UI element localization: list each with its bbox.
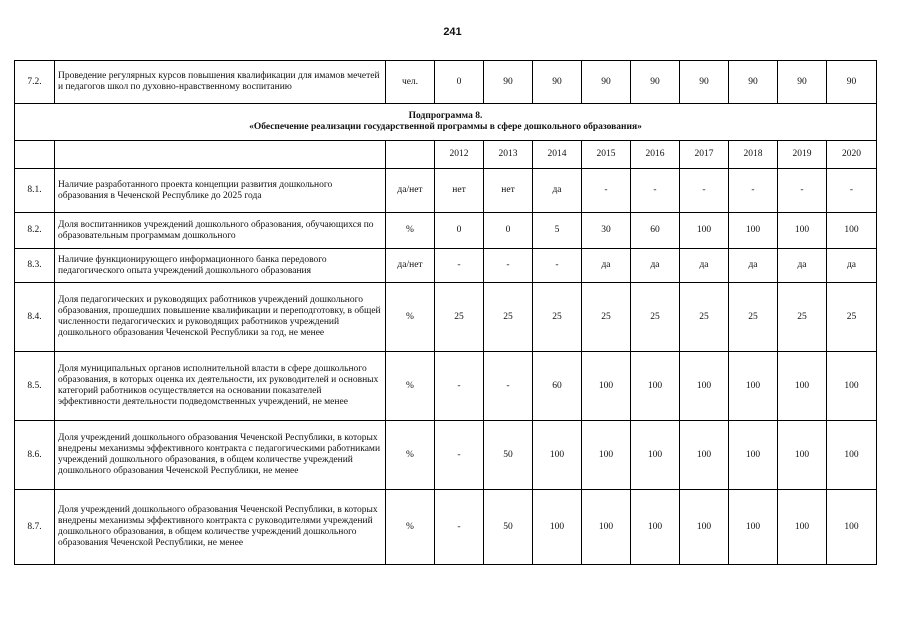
year-header: 2013	[484, 141, 533, 169]
value-cell: -	[827, 169, 877, 213]
unit-cell: %	[386, 352, 435, 421]
value-cell: 100	[729, 352, 778, 421]
value-cell: 100	[827, 213, 877, 249]
value-cell: 100	[533, 421, 582, 490]
value-cell: 25	[435, 283, 484, 352]
value-cell: да	[778, 249, 827, 283]
value-cell: 25	[729, 283, 778, 352]
unit-cell: %	[386, 421, 435, 490]
row-number: 8.6.	[15, 421, 55, 490]
value-cell: 100	[827, 352, 877, 421]
value-cell: 90	[778, 61, 827, 104]
page-number: 241	[443, 26, 462, 38]
value-cell: да	[827, 249, 877, 283]
empty-cell	[55, 141, 386, 169]
year-header: 2020	[827, 141, 877, 169]
unit-cell: да/нет	[386, 249, 435, 283]
value-cell: 100	[680, 490, 729, 565]
indicator-description: Доля воспитанников учреждений дошкольного образования, обучающихся по образовательным программам дошкольного	[55, 213, 386, 249]
year-header: 2017	[680, 141, 729, 169]
table-row	[15, 490, 877, 565]
value-cell: нет	[484, 169, 533, 213]
row-number: 8.1.	[15, 169, 55, 213]
row-number: 8.4.	[15, 283, 55, 352]
value-cell: 90	[484, 61, 533, 104]
value-cell: 100	[778, 421, 827, 490]
value-cell: 100	[778, 490, 827, 565]
row-number: 8.2.	[15, 213, 55, 249]
indicator-description: Доля учреждений дошкольного образования Чеченской Республики, в которых внедрены механизмы эффективного контракта с руководителями учреждений дошкольного образования, в общем количестве учреждений дошкольного образования Чеченской Республики, не менее	[55, 490, 386, 565]
value-cell: 100	[582, 421, 631, 490]
value-cell: 90	[582, 61, 631, 104]
value-cell: 100	[827, 421, 877, 490]
value-cell: 100	[582, 352, 631, 421]
value-cell: 100	[680, 352, 729, 421]
table-row	[15, 213, 877, 249]
value-cell: да	[631, 249, 680, 283]
value-cell: да	[729, 249, 778, 283]
unit-cell: да/нет	[386, 169, 435, 213]
table-row	[15, 352, 877, 421]
value-cell: 100	[631, 352, 680, 421]
indicator-description: Доля педагогических и руководящих работников учреждений дошкольного образования, прошедших повышение квалификации и переподготовку, в общей численности педагогических и руководящих работников учреждений дошкольного образования Чеченской Республики за год, не менее	[55, 283, 386, 352]
row-number: 8.3.	[15, 249, 55, 283]
row-number: 8.7.	[15, 490, 55, 565]
value-cell: нет	[435, 169, 484, 213]
value-cell: 100	[827, 490, 877, 565]
value-cell: 25	[631, 283, 680, 352]
value-cell: -	[533, 249, 582, 283]
subprogram-title: Подпрограмма 8.	[408, 111, 483, 121]
value-cell: 90	[827, 61, 877, 104]
value-cell: -	[631, 169, 680, 213]
value-cell: 0	[484, 213, 533, 249]
indicator-description: Доля муниципальных органов исполнительной власти в сфере дошкольного образования, в которых оценка их деятельности, их руководителей и основных категорий работников осуществляется на основании показателей эффективности деятельности подведомственных учреждений, не менее	[55, 352, 386, 421]
value-cell: -	[435, 421, 484, 490]
value-cell: 100	[680, 421, 729, 490]
indicators-table	[14, 60, 877, 565]
indicator-description: Проведение регулярных курсов повышения квалификации для имамов мечетей и педагогов школ по духовно-нравственному воспитанию	[55, 61, 386, 104]
value-cell: -	[484, 352, 533, 421]
value-cell: 100	[533, 490, 582, 565]
table-row	[15, 61, 877, 104]
value-cell: 90	[631, 61, 680, 104]
year-header: 2016	[631, 141, 680, 169]
value-cell: 25	[778, 283, 827, 352]
unit-cell: %	[386, 490, 435, 565]
subprogram-subtitle: «Обеспечение реализации государственной программы в сфере дошкольного образования»	[249, 122, 642, 132]
value-cell: -	[435, 490, 484, 565]
value-cell: 100	[778, 213, 827, 249]
year-header: 2018	[729, 141, 778, 169]
subprogram-title-cell	[15, 104, 877, 141]
value-cell: 90	[533, 61, 582, 104]
empty-cell	[386, 141, 435, 169]
value-cell: -	[435, 249, 484, 283]
value-cell: 100	[729, 421, 778, 490]
value-cell: 60	[533, 352, 582, 421]
value-cell: 5	[533, 213, 582, 249]
value-cell: -	[484, 249, 533, 283]
value-cell: 100	[631, 421, 680, 490]
value-cell: 100	[729, 213, 778, 249]
value-cell: 90	[729, 61, 778, 104]
subprogram-header-row	[15, 104, 877, 141]
year-header: 2015	[582, 141, 631, 169]
value-cell: да	[680, 249, 729, 283]
value-cell: 25	[827, 283, 877, 352]
value-cell: 50	[484, 490, 533, 565]
value-cell: 90	[680, 61, 729, 104]
value-cell: 25	[484, 283, 533, 352]
indicator-description: Доля учреждений дошкольного образования Чеченской Республики, в которых внедрены механизмы эффективного контракта с педагогическими работниками учреждений дошкольного образования, в общем количестве учреждений дошкольного образования Чеченской Республики, не менее	[55, 421, 386, 490]
value-cell: 100	[778, 352, 827, 421]
value-cell: 30	[582, 213, 631, 249]
value-cell: 0	[435, 61, 484, 104]
value-cell: 25	[533, 283, 582, 352]
indicator-description: Наличие разработанного проекта концепции развития дошкольного образования в Чеченской Республике до 2025 года	[55, 169, 386, 213]
value-cell: 25	[680, 283, 729, 352]
value-cell: да	[533, 169, 582, 213]
value-cell: 100	[582, 490, 631, 565]
years-header-row	[15, 141, 877, 169]
row-number: 7.2.	[15, 61, 55, 104]
value-cell: -	[778, 169, 827, 213]
value-cell: 100	[729, 490, 778, 565]
value-cell: -	[582, 169, 631, 213]
table-row	[15, 283, 877, 352]
value-cell: 0	[435, 213, 484, 249]
value-cell: 60	[631, 213, 680, 249]
value-cell: -	[435, 352, 484, 421]
row-number: 8.5.	[15, 352, 55, 421]
table-row	[15, 249, 877, 283]
value-cell: 50	[484, 421, 533, 490]
table-row	[15, 421, 877, 490]
table-row	[15, 169, 877, 213]
value-cell: 25	[582, 283, 631, 352]
unit-cell: %	[386, 283, 435, 352]
unit-cell: %	[386, 213, 435, 249]
value-cell: -	[729, 169, 778, 213]
unit-cell: чел.	[386, 61, 435, 104]
empty-cell	[15, 141, 55, 169]
value-cell: 100	[680, 213, 729, 249]
value-cell: да	[582, 249, 631, 283]
year-header: 2019	[778, 141, 827, 169]
year-header: 2012	[435, 141, 484, 169]
value-cell: -	[680, 169, 729, 213]
indicator-description: Наличие функционирующего информационного банка передового педагогического опыта учреждений дошкольного образования	[55, 249, 386, 283]
year-header: 2014	[533, 141, 582, 169]
value-cell: 100	[631, 490, 680, 565]
